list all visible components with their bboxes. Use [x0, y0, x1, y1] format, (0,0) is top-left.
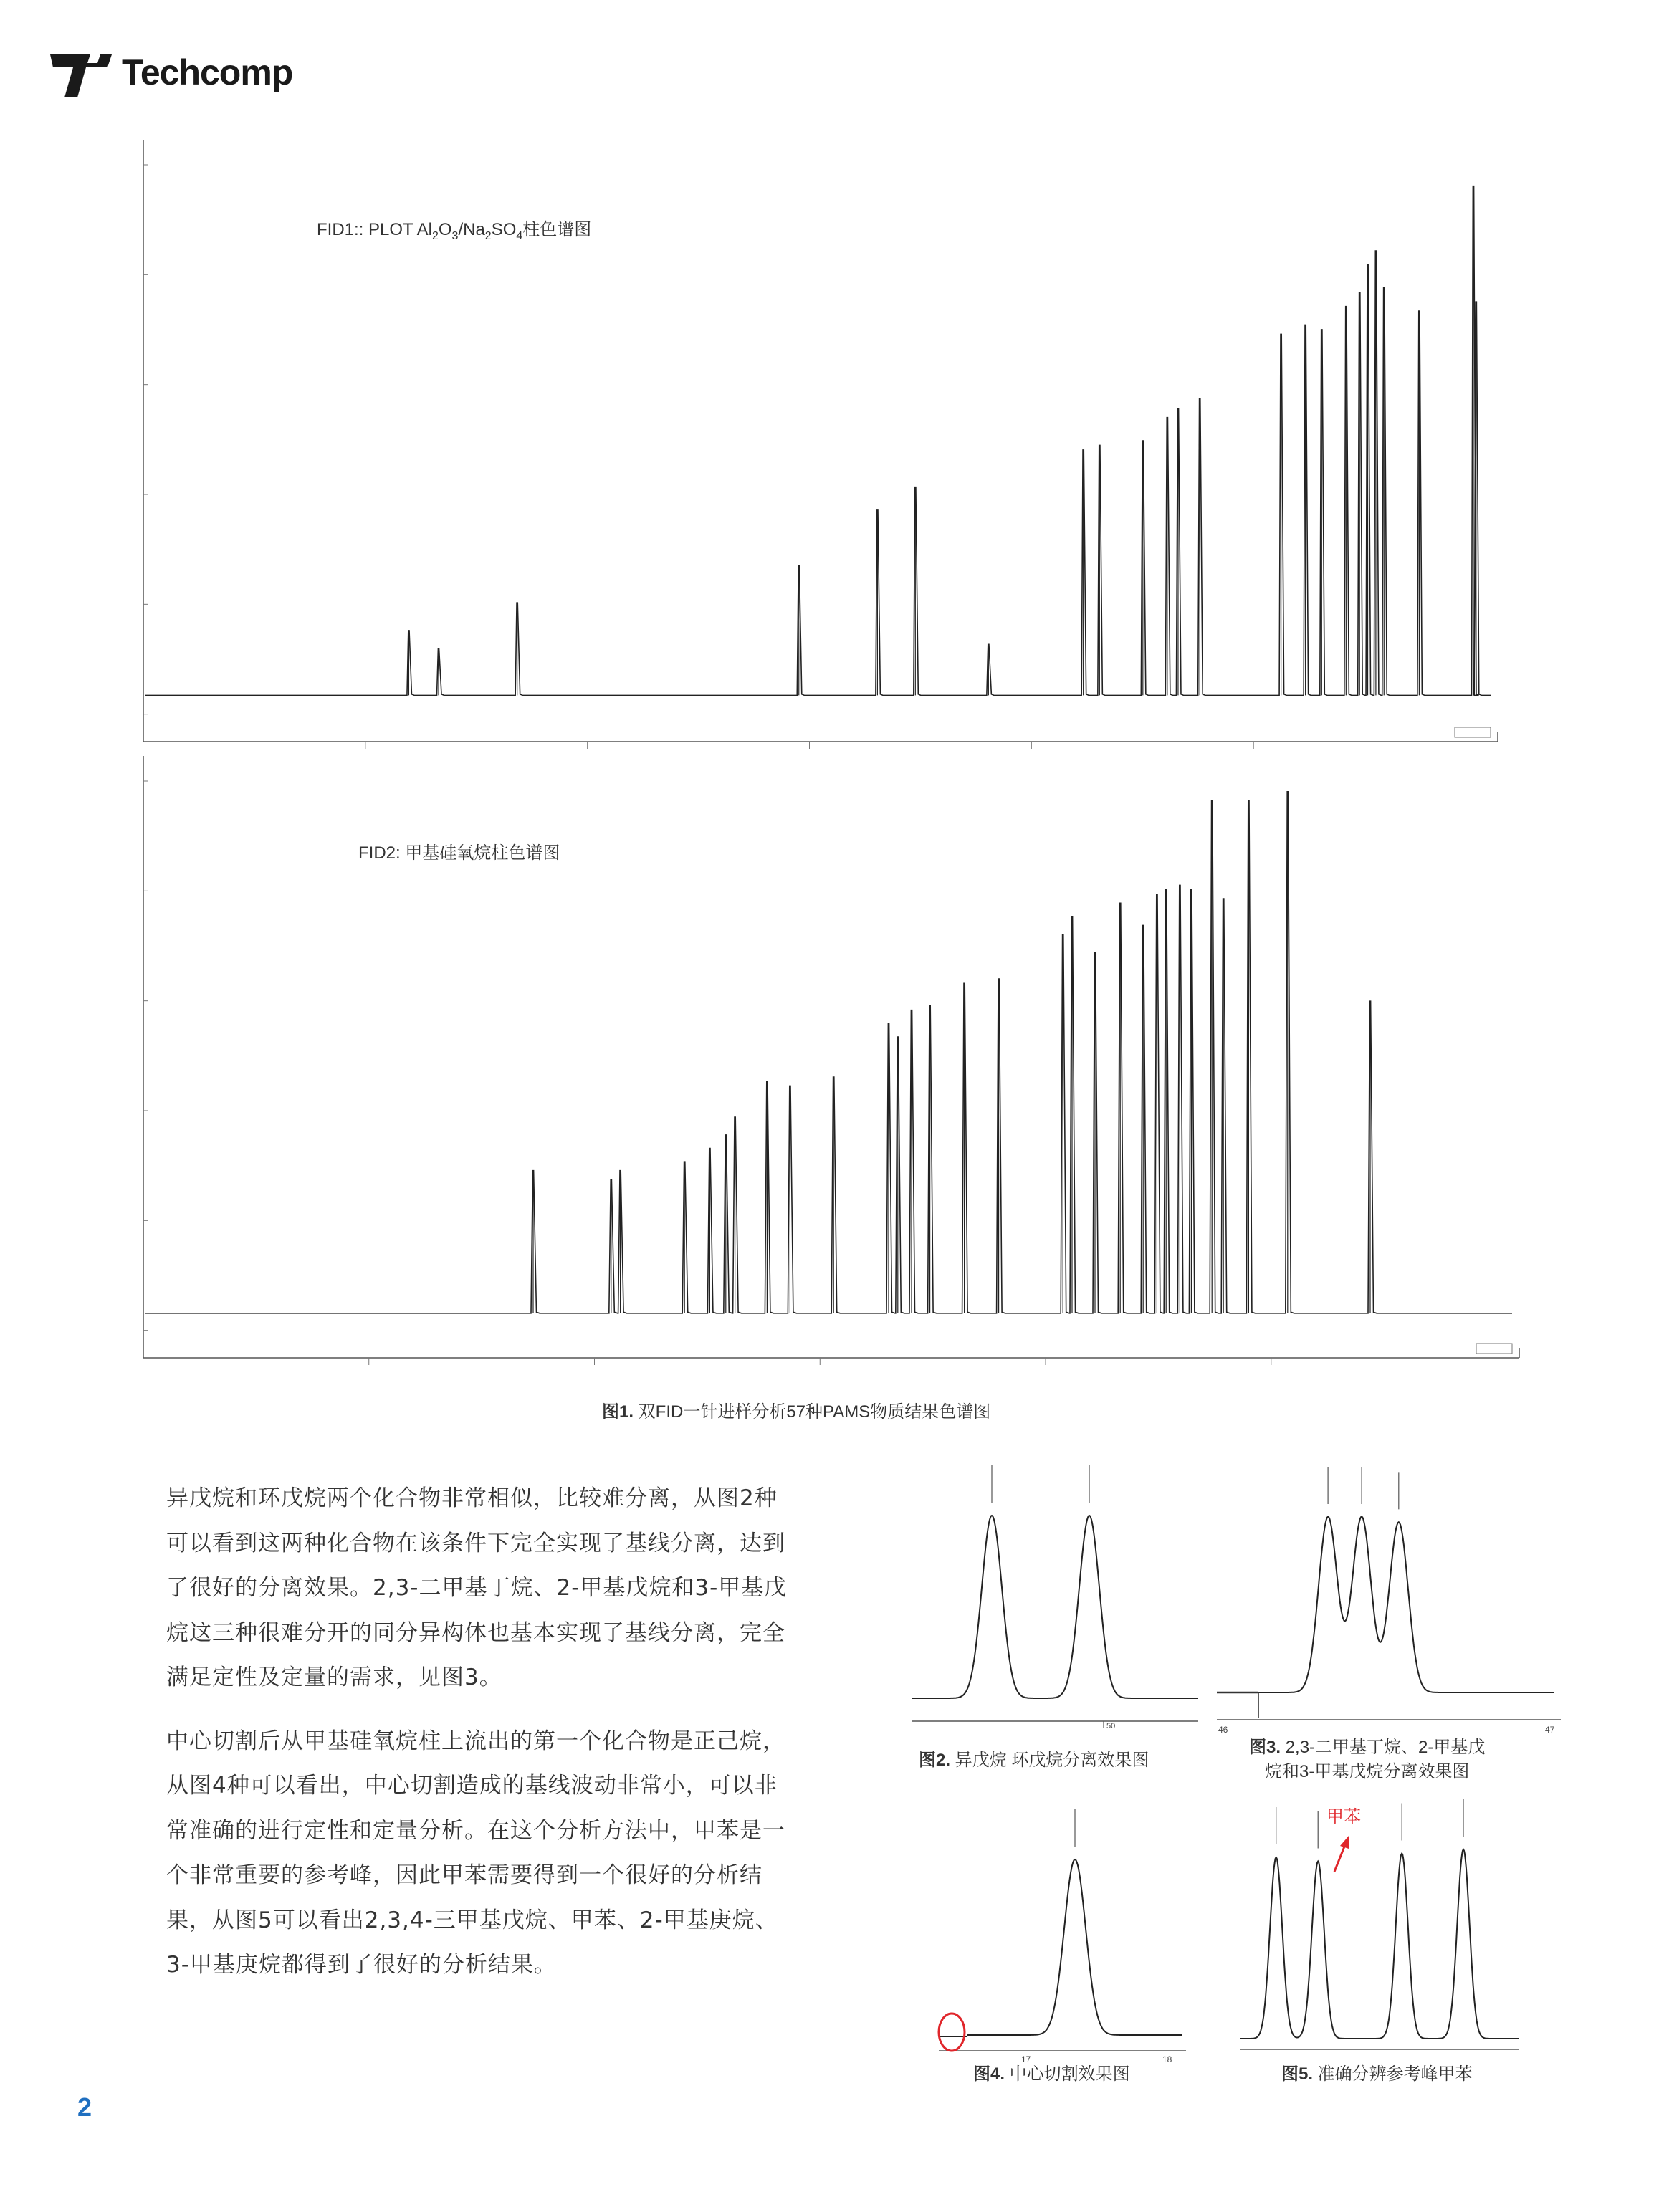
figure-4-chart	[932, 1791, 1190, 2064]
figure-1-caption: 图1. 双FID一针进样分析57种PAMS物质结果色谱图	[602, 1402, 991, 1422]
x-tick-label: 46	[1218, 1725, 1228, 1735]
figure-1	[122, 140, 1526, 1422]
figure-5-caption: 图5. 准确分辨参考峰甲苯	[1281, 2064, 1473, 2084]
figure-1-chart	[122, 140, 1526, 1387]
legend-box	[1476, 1344, 1512, 1354]
figure-2-caption: 图2. 异戊烷 环戊烷分离效果图	[919, 1751, 1149, 1770]
x-tick-label: 17	[1021, 2054, 1031, 2064]
figure-5	[1233, 1791, 1526, 2084]
figure-3	[1210, 1462, 1562, 1781]
figure-4-caption: 图4. 中心切割效果图	[973, 2064, 1130, 2084]
x-tick-label: 50	[1106, 1722, 1116, 1730]
figure-2-chart	[904, 1462, 1205, 1734]
highlight-circle	[939, 2014, 965, 2051]
chromatogram-trace	[1240, 1849, 1519, 2039]
body-text	[166, 1476, 797, 2006]
logo-text: Techcomp	[122, 52, 293, 92]
figure-3-caption: 图3. 2,3-二甲基丁烷、2-甲基戊 烷和3-甲基戊烷分离效果图	[1249, 1738, 1486, 1781]
figure-4	[932, 1791, 1190, 2084]
annotation-arrow	[1334, 1843, 1346, 1872]
chromatogram-trace	[912, 1516, 1198, 1698]
chromatogram-trace	[145, 792, 1512, 1313]
x-tick-label: 18	[1162, 2054, 1172, 2064]
paragraph-2: 中心切割后从甲基硅氧烷柱上流出的第一个化合物是正己烷，从图4种可以看出，中心切割造成的基线波动非常小，可以非常准确的进行定性和定量分析。在这个分析方法中，甲苯是一个非常重要的参考峰，因此甲苯需要得到一个很好的分析结果，从图5可以看出2,3,4-三甲基戊烷、甲苯、2-甲基庚烷、3-甲基庚烷都得到了很好的分析结果。	[166, 1728, 785, 1978]
techcomp-logo	[50, 50, 337, 100]
chromatogram-trace	[1217, 1517, 1554, 1693]
fid1-chart-title: FID1:: PLOT $Al_2O_3/Na_2SO_4$柱色谱图	[317, 220, 592, 242]
legend-box	[1455, 727, 1491, 737]
annotation-arrowhead	[1340, 1836, 1349, 1849]
x-tick-label: 47	[1545, 1725, 1555, 1735]
fid2-chart-title: FID2: 甲基硅氧烷柱色谱图	[358, 843, 560, 863]
toluene-annotation: 甲苯	[1326, 1807, 1361, 1826]
figure-5-chart	[1233, 1791, 1526, 2057]
page-number: 2	[77, 2092, 92, 2122]
figure-3-chart	[1210, 1462, 1562, 1734]
chromatogram-trace	[967, 1859, 1182, 2035]
chromatogram-trace	[145, 186, 1491, 696]
figure-2	[904, 1462, 1205, 1770]
paragraph-1: 异戊烷和环戊烷两个化合物非常相似，比较难分离，从图2种可以看到这两种化合物在该条件下完全实现了基线分离，达到了很好的分离效果。2,3-二甲基丁烷、2-甲基戊烷和3-甲基戊烷这三种很难分开的同分异构体也基本实现了基线分离，完全满足定性及定量的需求，见图3。	[166, 1485, 788, 1690]
techcomp-logo-mark-icon	[50, 50, 115, 100]
